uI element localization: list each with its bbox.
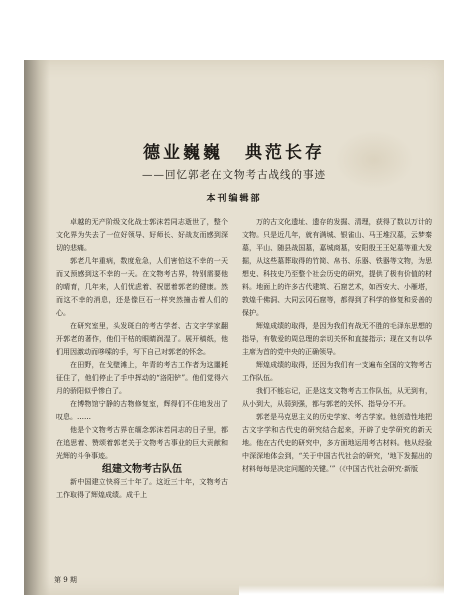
- paragraph: 在研究室里，头发斑白的考古学者、古文字学家翻开郭老的著作，他们干枯的眼睛润湿了。展开稿纸，他们用因激动而哆嗦的手，写下自己对郭老的怀念。: [56, 322, 228, 356]
- article-byline: 本刊编辑部: [206, 194, 262, 204]
- page-footer: 第 9 期: [54, 576, 77, 584]
- paragraph: 郭老几年重病，数度危急，人们害怕这不幸的一天而又预感到这不幸的一天。在文物考古界，特别需要他的晴育，几年来，人们忧虑着、祝愿着郭老的健康。然而这不幸的消息，还是像巨石一样突然撞击着人们的心。: [56, 257, 228, 317]
- right-column: [242, 216, 432, 476]
- left-column: [56, 216, 228, 502]
- title-part-2: 典范长存: [245, 143, 325, 163]
- paragraph: 新中国建立快将三十年了。这近三十年，文物考古工作取得了辉煌成绩。成千上: [56, 478, 228, 499]
- paragraph: 辉煌成绩的取得，是因为我们有战无不胜的毛泽东思想的指导，有敬爱的周总理的亲切关怀和直接指示；现在又有以华主席为首的党中央的正确领导。: [242, 322, 432, 356]
- torn-edge: [239, 585, 444, 595]
- paragraph: 辉煌成绩的取得，还因为我们有一支遍布全国的文物考古工作队伍。: [242, 361, 432, 382]
- article-subtitle: ——回忆郭老在文物考古战线的事迹: [142, 169, 326, 181]
- paragraph: 他是个文物考古界在缅念郭沫若同志的日子里，都在追思着、赞颂着郭老关于文物考古事业的巨大贡献和光辉的斗争事迹。: [56, 426, 228, 460]
- paragraph: 我们不能忘记，正是这支文物考古工作队伍，从无到有，从小到大，从弱到强，都与郭老的关怀、指导分不开。: [242, 387, 432, 408]
- paragraph: 在田野，在戈壁滩上，年青的考古工作者为这噩耗征住了，他们停止了手中挥动的“洛阳铲”。他们觉得六月的骄阳似乎惨白了。: [56, 361, 228, 395]
- title-part-1: 德业巍巍: [143, 143, 223, 163]
- magazine-page: [24, 60, 444, 595]
- paragraph: 在博物馆宁静的古物修复室，辉得们不住地发出了叹息。……: [56, 400, 228, 421]
- paragraph: 卓越的无产阶级文化战士郭沫若同志逝世了，整个文化界为失去了一位好领导、好师长、好战友而感到深切的悲痛。: [56, 218, 228, 252]
- paragraph: 万的古文化遗址、遗存的发掘、清理，获得了数以万计的文物。只是近几年，就有满城、银雀山、马王堆汉墓，云梦秦墓，平山、随县战国墓，嘉城商墓，安阳殷王王妃墓等重大发掘，从这些墓葬取得的竹简、帛书、乐器、铁器等文物，为思想史、科技史乃至整个社会历史的研究，提供了极有价值的材料。地面上的许多古代建筑、石窟艺术，如西安大、小雁塔，敦煌千佛洞、大同云冈石窟等，都得到了科学的修复和妥善的保护。: [242, 218, 432, 317]
- paragraph: 郭老是马克思主义的历史学家、考古学家。他创造性地把古文字学和古代史的研究结合起来，开辟了史学研究的新天地。他在古代史的研究中，多方面地运用考古材料。他从经验中深深地体会到，“关于中国古代社会的研究，‘地下发掘出的材料每每是决定问题的关键。’”（《中国古代社会研究·新版: [242, 413, 432, 473]
- article-title: [24, 138, 444, 163]
- section-heading: 组建文物考古队伍: [102, 464, 182, 475]
